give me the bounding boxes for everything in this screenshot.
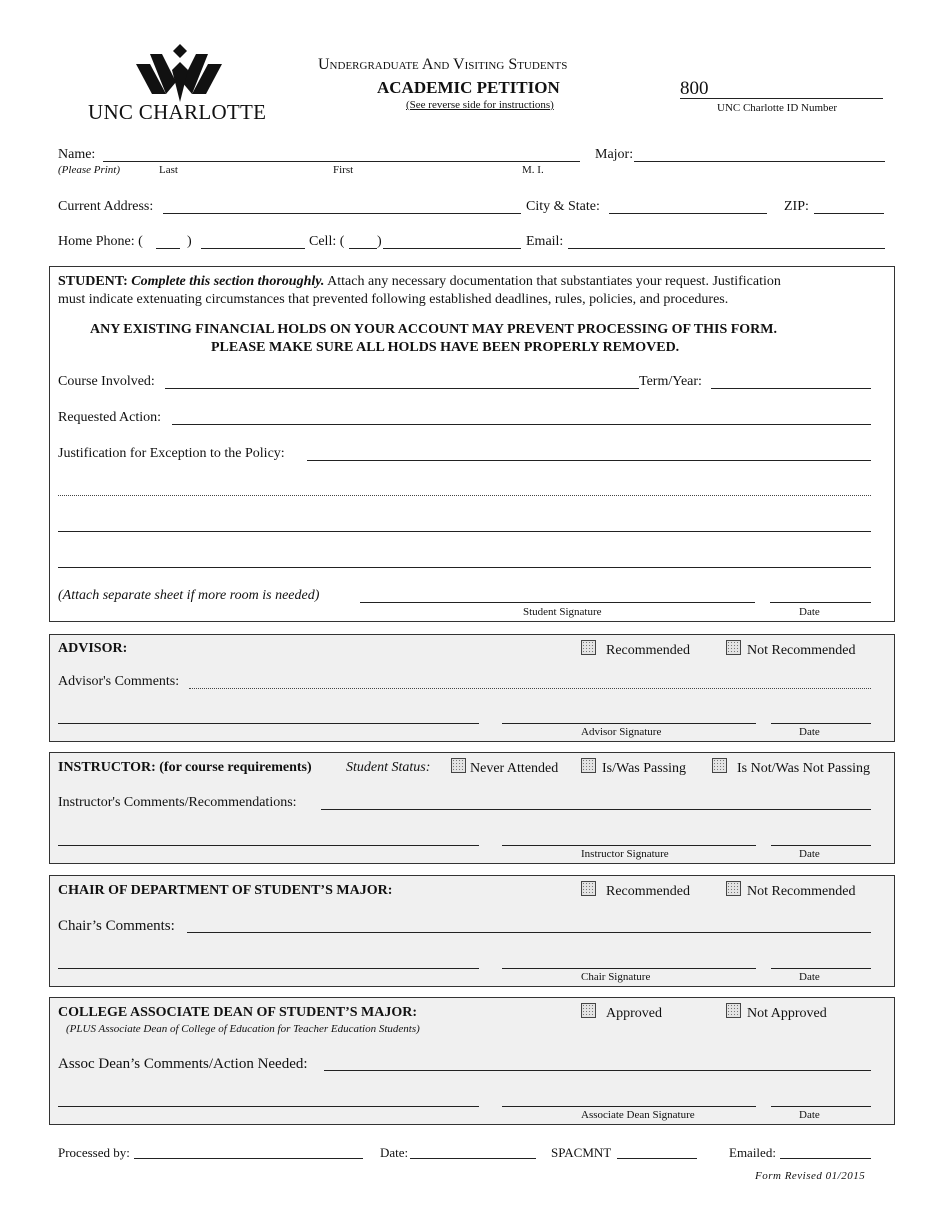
advisor-signature-field[interactable] <box>502 723 756 724</box>
course-field[interactable] <box>165 388 639 389</box>
checkbox-icon[interactable] <box>726 640 741 655</box>
emailed-field[interactable] <box>780 1158 871 1159</box>
chair-heading: CHAIR OF DEPARTMENT OF STUDENT’S MAJOR: <box>58 883 393 898</box>
name-label: Name: <box>58 147 96 162</box>
dean-comments-line-2[interactable] <box>58 1106 479 1107</box>
please-print-note: (Please Print) <box>58 164 121 176</box>
chair-not-recommended-option[interactable] <box>726 881 855 900</box>
dean-signature-field[interactable] <box>502 1106 756 1107</box>
dean-signature-label: Associate Dean Signature <box>581 1109 695 1121</box>
requested-action-field[interactable] <box>172 424 871 425</box>
checkbox-icon[interactable] <box>712 758 727 773</box>
email-field[interactable] <box>568 248 885 249</box>
cell-label: Cell: ( <box>309 234 345 249</box>
city-state-field[interactable] <box>609 213 767 214</box>
checkbox-icon[interactable] <box>581 1003 596 1018</box>
chair-date-label: Date <box>799 971 820 983</box>
checkbox-icon[interactable] <box>581 758 596 773</box>
advisor-not-recommended-option[interactable] <box>726 640 855 659</box>
instructor-date-field[interactable] <box>771 845 871 846</box>
dean-approved-option[interactable] <box>581 1003 662 1022</box>
holds-warning-line1: ANY EXISTING FINANCIAL HOLDS ON YOUR ACCOUNT MAY PREVENT PROCESSING OF THIS FORM. <box>90 322 778 337</box>
attach-note: (Attach separate sheet if more room is needed) <box>58 588 320 603</box>
home-phone-close-paren: ) <box>187 234 192 249</box>
term-year-field[interactable] <box>711 388 871 389</box>
instructor-comments-field[interactable] <box>321 809 871 810</box>
advisor-date-field[interactable] <box>771 723 871 724</box>
instructor-signature-label: Instructor Signature <box>581 848 669 860</box>
student-section <box>49 266 895 622</box>
student-date-field[interactable] <box>770 602 871 603</box>
address-label: Current Address: <box>58 199 154 214</box>
form-subtitle: Undergraduate And Visiting Students <box>318 56 568 73</box>
cell-area-field[interactable] <box>349 248 377 249</box>
spacmnt-field[interactable] <box>617 1158 697 1159</box>
form-title: ACADEMIC PETITION <box>377 78 560 97</box>
checkbox-icon[interactable] <box>451 758 466 773</box>
justification-line-2[interactable] <box>58 495 871 496</box>
instructor-heading: INSTRUCTOR: (for course requirements) <box>58 760 312 775</box>
student-instructions-line1: Attach any necessary documentation that substantiates your request. Justification <box>327 274 781 289</box>
course-label: Course Involved: <box>58 374 155 389</box>
form-revision: Form Revised 01/2015 <box>755 1170 866 1182</box>
advisor-comments-field[interactable] <box>189 688 871 689</box>
student-heading-italic: Complete this section thoroughly. <box>131 274 325 289</box>
middle-initial-caption: M. I. <box>522 164 544 176</box>
student-status-label: Student Status: <box>346 760 431 775</box>
processed-by-label: Processed by: <box>58 1145 130 1160</box>
emailed-label: Emailed: <box>729 1145 776 1160</box>
major-label: Major: <box>595 147 634 162</box>
instructor-section <box>49 752 895 864</box>
student-date-label: Date <box>799 606 820 618</box>
instructor-signature-field[interactable] <box>502 845 756 846</box>
cell-close-paren: ) <box>377 234 382 249</box>
university-name: UNC CHARLOTTE <box>88 100 267 124</box>
student-signature-label: Student Signature <box>523 606 602 618</box>
checkbox-icon[interactable] <box>581 881 596 896</box>
address-field[interactable] <box>163 213 521 214</box>
chair-signature-field[interactable] <box>502 968 756 969</box>
holds-warning-line2: PLEASE MAKE SURE ALL HOLDS HAVE BEEN PROPERLY REMOVED. <box>211 340 680 355</box>
student-heading-label: STUDENT: <box>58 274 128 289</box>
instructor-comments-line-2[interactable] <box>58 845 479 846</box>
id-prefix: 800 <box>680 78 709 99</box>
dean-subheading: (PLUS Associate Dean of College of Education for Teacher Education Students) <box>66 1023 420 1035</box>
advisor-signature-label: Advisor Signature <box>581 726 662 738</box>
chair-comments-label: Chair’s Comments: <box>58 918 175 934</box>
dean-comments-field[interactable] <box>324 1070 871 1071</box>
student-signature-field[interactable] <box>360 602 755 603</box>
last-name-caption: Last <box>159 164 178 176</box>
first-name-caption: First <box>333 164 354 176</box>
not-passing-label: Is Not/Was Not Passing <box>737 761 871 776</box>
advisor-date-label: Date <box>799 726 820 738</box>
advisor-section <box>49 634 895 742</box>
name-field[interactable] <box>103 161 580 162</box>
chair-signature-label: Chair Signature <box>581 971 651 983</box>
zip-label: ZIP: <box>784 199 809 214</box>
dean-date-field[interactable] <box>771 1106 871 1107</box>
justification-line-4[interactable] <box>58 567 871 568</box>
checkbox-icon[interactable] <box>581 640 596 655</box>
chair-section <box>49 875 895 987</box>
student-instructions-line2: must indicate extenuating circumstances that prevented following established deadlines, rules, policies, and procedures. <box>58 292 729 307</box>
dean-heading: COLLEGE ASSOCIATE DEAN OF STUDENT’S MAJOR: <box>58 1005 418 1020</box>
dean-approved-label: Approved <box>606 1006 662 1021</box>
advisor-heading: ADVISOR: <box>58 641 128 656</box>
city-state-label: City & State: <box>526 199 600 214</box>
advisor-comments-line-2[interactable] <box>58 723 479 724</box>
checkbox-icon[interactable] <box>726 1003 741 1018</box>
justification-field[interactable] <box>307 460 871 461</box>
email-label: Email: <box>526 234 564 249</box>
processed-by-field[interactable] <box>134 1158 363 1159</box>
footer-date-field[interactable] <box>410 1158 536 1159</box>
instructor-date-label: Date <box>799 848 820 860</box>
instructions-note: (See reverse side for instructions) <box>406 99 554 111</box>
justification-label: Justification for Exception to the Policy: <box>58 446 285 461</box>
chair-not-recommended-label: Not Recommended <box>747 884 856 899</box>
never-attended-label: Never Attended <box>470 761 559 776</box>
dean-not-approved-label: Not Approved <box>747 1006 827 1021</box>
id-number-label: UNC Charlotte ID Number <box>717 102 838 114</box>
home-phone-field[interactable] <box>201 248 305 249</box>
chair-comments-field[interactable] <box>187 932 871 933</box>
instructor-comments-label: Instructor's Comments/Recommendations: <box>58 795 297 810</box>
requested-action-label: Requested Action: <box>58 410 162 425</box>
crown-emblem-icon <box>86 42 276 104</box>
chair-recommended-label: Recommended <box>606 884 690 899</box>
student-heading <box>58 274 781 290</box>
major-field[interactable] <box>634 161 885 162</box>
checkbox-icon[interactable] <box>726 881 741 896</box>
advisor-recommended-label: Recommended <box>606 643 690 658</box>
spacmnt-label: SPACMNT <box>551 1145 612 1160</box>
home-phone-area-field[interactable] <box>156 248 180 249</box>
advisor-comments-label: Advisor's Comments: <box>58 674 180 689</box>
is-was-passing-label: Is/Was Passing <box>602 761 687 776</box>
dean-not-approved-option[interactable] <box>726 1003 827 1022</box>
zip-field[interactable] <box>814 213 884 214</box>
not-passing-option[interactable] <box>712 758 870 777</box>
unc-charlotte-logo <box>86 42 276 127</box>
advisor-recommended-option[interactable] <box>581 640 690 659</box>
footer-date-label: Date: <box>380 1145 409 1160</box>
dean-comments-label: Assoc Dean’s Comments/Action Needed: <box>58 1056 308 1072</box>
chair-date-field[interactable] <box>771 968 871 969</box>
advisor-not-recommended-label: Not Recommended <box>747 643 856 658</box>
home-phone-label: Home Phone: ( <box>58 234 143 249</box>
dean-date-label: Date <box>799 1109 820 1121</box>
never-attended-option[interactable] <box>451 758 558 777</box>
justification-line-3[interactable] <box>58 531 871 532</box>
id-number-field[interactable] <box>680 98 883 99</box>
is-was-passing-option[interactable] <box>581 758 686 777</box>
dean-section <box>49 997 895 1125</box>
chair-comments-line-2[interactable] <box>58 968 479 969</box>
term-year-label: Term/Year: <box>639 374 702 389</box>
cell-field[interactable] <box>383 248 521 249</box>
chair-recommended-option[interactable] <box>581 881 690 900</box>
